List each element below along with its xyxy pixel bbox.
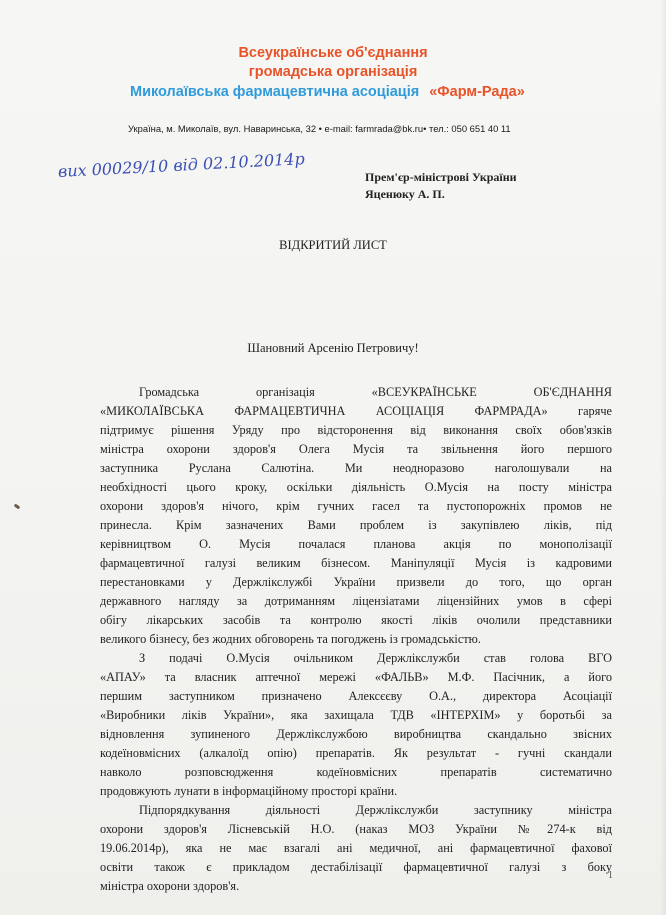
letterhead-brand-name: «Фарм-Рада»: [429, 84, 525, 100]
letterhead-association-name: Миколаївська фармацевтична асоціація: [130, 84, 420, 100]
body-line: відновлення зупиненого Держлікслужбою виробництва скандально звісних: [100, 727, 612, 741]
body-line: принесла. Крім зазначених Вами проблем із закупівлею ліків, під: [100, 518, 612, 532]
salutation: Шановний Арсенію Петровичу!: [247, 341, 419, 355]
body-line: З подачі О.Мусія очільником Держлікслужби став голова ВГО: [139, 651, 612, 665]
body-line: кодеїновмісних (алкалоїд опію) препаратів. Як результат - гучні скандали: [100, 746, 612, 760]
body-line: «АПАУ» та власник аптечної мережі «ФАЛЬВ» М.Ф. Пасічник, а його: [100, 670, 612, 684]
letter-title: ВІДКРИТИЙ ЛИСТ: [279, 238, 387, 252]
body-line: Підпорядкування діяльності Держлікслужби заступнику міністра: [139, 803, 612, 817]
body-line: міністра охорони здоров'я Олега Мусія та звільнення його першого: [100, 442, 612, 456]
body-line: Громадська організація «ВСЕУКРАЇНСЬКЕ ОБ'ЄДНАННЯ: [139, 385, 612, 399]
body-line: підтримує рішення Уряду про відсторонення від виконання своїх обов'язків: [100, 423, 612, 437]
letterhead-contact-line: Україна, м. Миколаїв, вул. Наваринська, 32 • e-mail: farmrada@bk.ru• тел.: 050 651 40 11: [128, 123, 511, 134]
body-line: «МИКОЛАЇВСЬКА ФАРМАЦЕВТИЧНА АСОЦІАЦІЯ ФАРМРАДА» гаряче: [100, 404, 612, 418]
body-line: охорони здоров'я Лісневській Н.О. (наказ МОЗ України №274-к від: [100, 822, 612, 836]
body-line: керівництвом О. Мусія почалася планова акція по монополізації: [100, 537, 612, 551]
body-line: фармацевтичної галузі великим бізнесом. Маніпуляції Мусія із кадровими: [100, 556, 612, 570]
body-line: необхідності цього кроку, оскільки діяльність О.Мусія на посту міністра: [100, 480, 612, 494]
letterhead-org-line2: громадська організація: [248, 64, 418, 80]
body-line: продовжують лунати в інформаційному просторі країни.: [100, 784, 398, 798]
addressee-name: Яценюку А. П.: [365, 187, 445, 201]
page-number: 1: [608, 870, 613, 881]
body-line: освіти також є прикладом дестабілізації фармацевтичної галузі з боку: [100, 860, 612, 874]
body-line: міністра охорони здоров'я.: [100, 879, 240, 893]
page-edge-shadow: [660, 0, 666, 915]
body-line: 19.06.2014р), яка не має взагалі ані медичної, ані фармацевтичної фахової: [100, 841, 612, 855]
body-line: перестановками у Держлікслужбі України призвели до того, що орган: [100, 575, 612, 589]
handwritten-outgoing-reference: вих 00029/10 від 02.10.2014р: [57, 149, 306, 181]
letterhead-org-line1: Всеукраїнське об'єднання: [238, 45, 428, 61]
body-line: «Виробники ліків України», яка захищала ТДВ «ІНТЕРХІМ» у боротьбі за: [100, 708, 612, 722]
body-line: державного нагляду за дотриманням ліцензіатами ліцензійних умов в сфері: [100, 594, 612, 608]
body-line: заступника Руслана Салютіна. Ми неодноразово наголошували на: [100, 461, 612, 475]
addressee-title: Прем'єр-міністрові України: [365, 170, 517, 184]
body-line: обігу лікарських засобів та контролю якості ліків очолили представники: [100, 613, 612, 627]
body-line: навколо розповсюдження кодеїновмісних препаратів систематично: [100, 765, 612, 779]
body-line: першим заступником призначено Алексєєву О.А., директора Асоціації: [100, 689, 612, 703]
body-line: охорони здоров'я нічого, крім гучних гасел та пустопорожніх промов не: [100, 499, 612, 513]
body-line: великого бізнесу, без жодних обговорень та погоджень із громадськістю.: [100, 632, 481, 646]
